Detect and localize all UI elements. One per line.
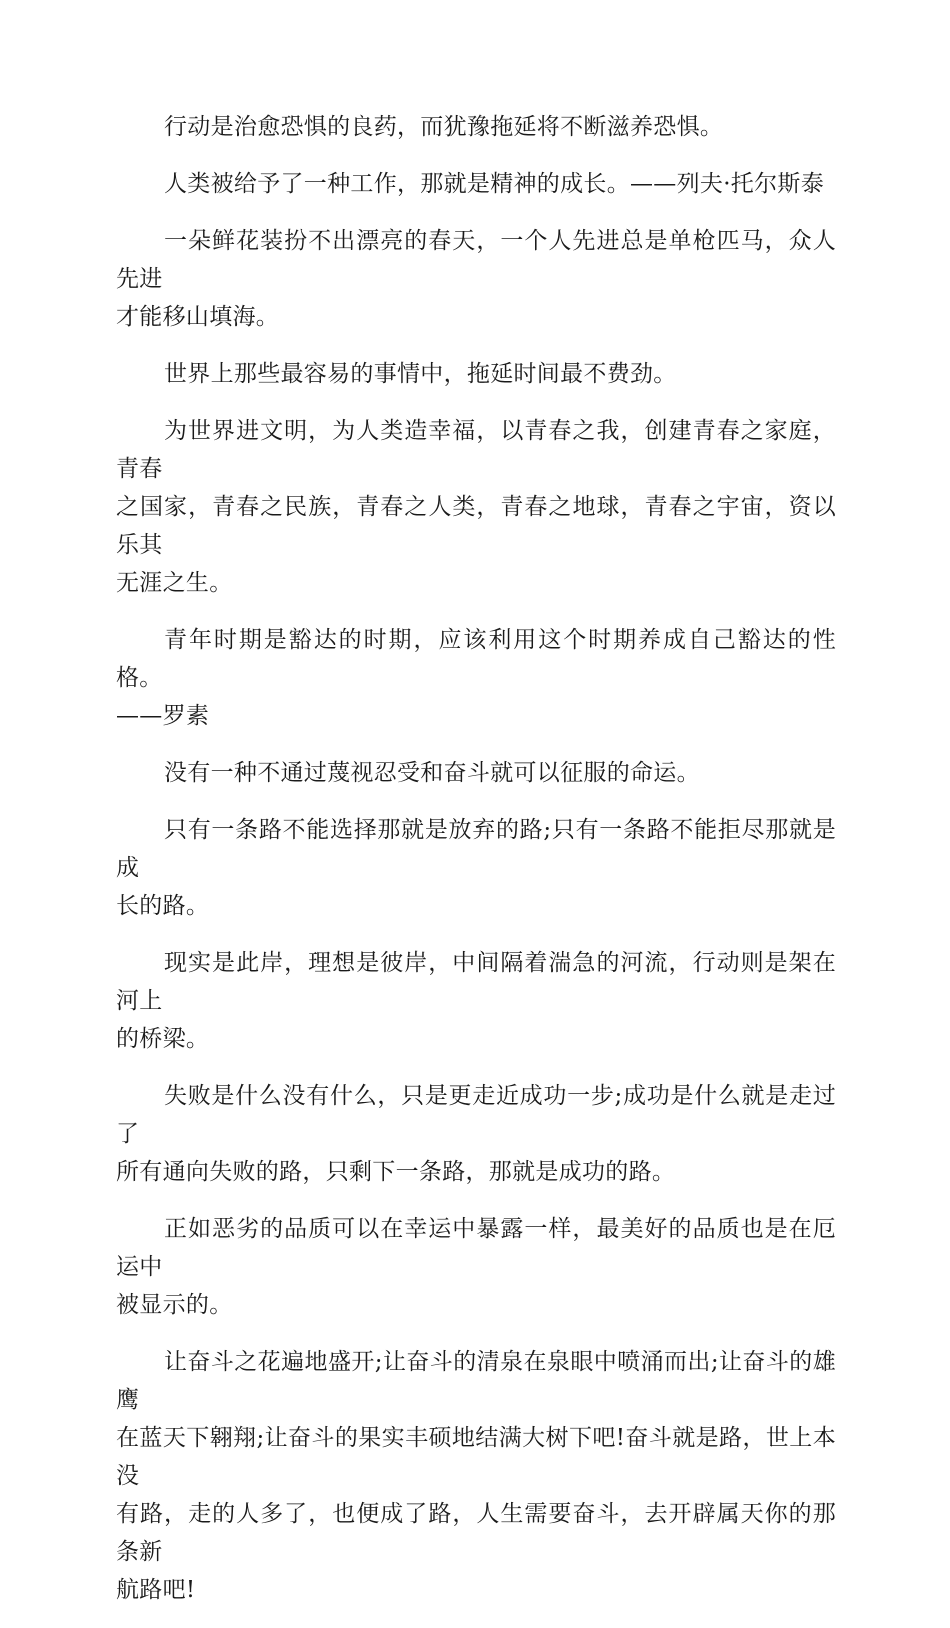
- paragraph-line: 被显示的。: [116, 1292, 233, 1318]
- paragraph-line: 正如恶劣的品质可以在幸运中暴露一样，最美好的品质也是在厄运中: [116, 1216, 836, 1280]
- paragraph-line: 没有一种不通过蔑视忍受和奋斗就可以征服的命运。: [164, 760, 700, 786]
- paragraph-line: 的桥梁。: [116, 1026, 210, 1052]
- document-body: [116, 108, 836, 1628]
- paragraph: [116, 754, 836, 792]
- paragraph-line: 无涯之生。: [116, 570, 233, 596]
- paragraph-line: 只有一条路不能选择那就是放弃的路;只有一条路不能拒尽那就是成: [116, 817, 836, 881]
- paragraph: [116, 1343, 836, 1609]
- paragraph-line: 行动是治愈恐惧的良药，而犹豫拖延将不断滋养恐惧。: [164, 114, 724, 140]
- paragraph-line: 之国家，青春之民族，青春之人类，青春之地球，青春之宇宙，资以乐其: [116, 494, 836, 558]
- paragraph: [116, 1210, 836, 1324]
- paragraph-line: 世界上那些最容易的事情中，拖延时间最不费劲。: [164, 361, 677, 387]
- paragraph-line: 所有通向失败的路，只剩下一条路，那就是成功的路。: [116, 1159, 676, 1185]
- paragraph: [116, 621, 836, 735]
- paragraph-line: 在蓝天下翱翔;让奋斗的果实丰硕地结满大树下吧!奋斗就是路，世上本没: [116, 1425, 836, 1489]
- paragraph-line: ——罗素: [116, 703, 210, 729]
- paragraph: [116, 355, 836, 393]
- paragraph-line: 青年时期是豁达的时期，应该利用这个时期养成自己豁达的性格。: [116, 627, 836, 691]
- paragraph: [116, 108, 836, 146]
- paragraph-line: 人类被给予了一种工作，那就是精神的成长。——列夫·托尔斯泰: [164, 171, 825, 197]
- paragraph-line: 才能移山填海。: [116, 304, 280, 330]
- paragraph-line: 有路，走的人多了，也便成了路，人生需要奋斗，去开辟属天你的那条新: [116, 1501, 836, 1565]
- paragraph-line: 失败是什么没有什么，只是更走近成功一步;成功是什么就是走过了: [116, 1083, 836, 1147]
- paragraph: [116, 811, 836, 925]
- paragraph-line: 航路吧!: [116, 1577, 196, 1603]
- paragraph: [116, 944, 836, 1058]
- paragraph: [116, 412, 836, 602]
- paragraph: [116, 165, 836, 203]
- paragraph-line: 为世界进文明，为人类造幸福，以青春之我，创建青春之家庭，青春: [116, 418, 836, 482]
- paragraph-line: 现实是此岸，理想是彼岸，中间隔着湍急的河流，行动则是架在河上: [116, 950, 836, 1014]
- paragraph-line: 长的路。: [116, 893, 210, 919]
- paragraph: [116, 222, 836, 336]
- paragraph-line: 一朵鲜花装扮不出漂亮的春天，一个人先进总是单枪匹马，众人先进: [116, 228, 836, 292]
- paragraph: [116, 1077, 836, 1191]
- paragraph-line: 让奋斗之花遍地盛开;让奋斗的清泉在泉眼中喷涌而出;让奋斗的雄鹰: [116, 1349, 836, 1413]
